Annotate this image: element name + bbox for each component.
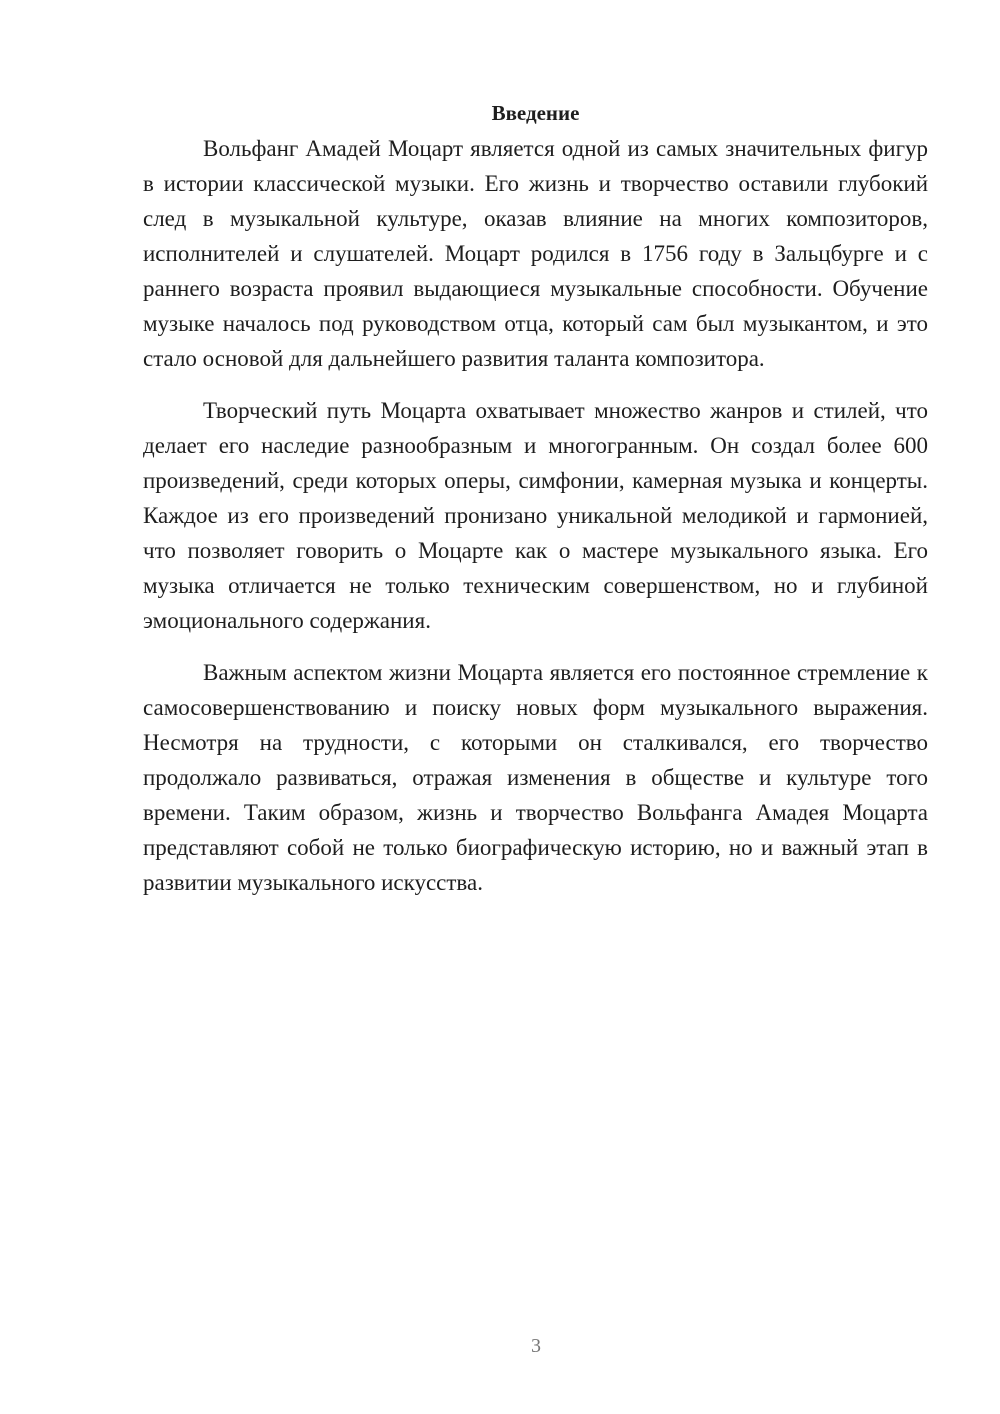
page-content <box>143 96 928 917</box>
page-number: 3 <box>531 1335 541 1357</box>
paragraph-2: Творческий путь Моцарта охватывает множество жанров и стилей, что делает его наследие разнообразным и многогранным. Он создал более 600 произведений, среди которых оперы, симфонии, камерная музыка и концерты. Каждое из его произведений пронизано уникальной мелодикой и гармонией, что позволяет говорить о Моцарте как о мастере музыкального языка. Его музыка отличается не только техническим совершенством, но и глубиной эмоционального содержания. <box>143 398 928 633</box>
paragraph-1: Вольфанг Амадей Моцарт является одной из самых значительных фигур в истории классической музыки. Его жизнь и творчество оставили глубокий след в музыкальной культуре, оказав влияние на многих композиторов, исполнителей и слушателей. Моцарт родился в 1756 году в Зальцбурге и с раннего возраста проявил выдающиеся музыкальные способности. Обучение музыке началось под руководством отца, который сам был музыкантом, и это стало основой для дальнейшего развития таланта композитора. <box>143 136 928 371</box>
section-heading: Введение <box>491 101 580 125</box>
paragraph-3: Важным аспектом жизни Моцарта является его постоянное стремление к самосовершенствованию и поиску новых форм музыкального выражения. Несмотря на трудности, с которыми он сталкивался, его творчество продолжало развиваться, отражая изменения в обществе и культуре того времени. Таким образом, жизнь и творчество Вольфанга Амадея Моцарта представляют собой не только биографическую историю, но и важный этап в развитии музыкального искусства. <box>143 660 928 895</box>
